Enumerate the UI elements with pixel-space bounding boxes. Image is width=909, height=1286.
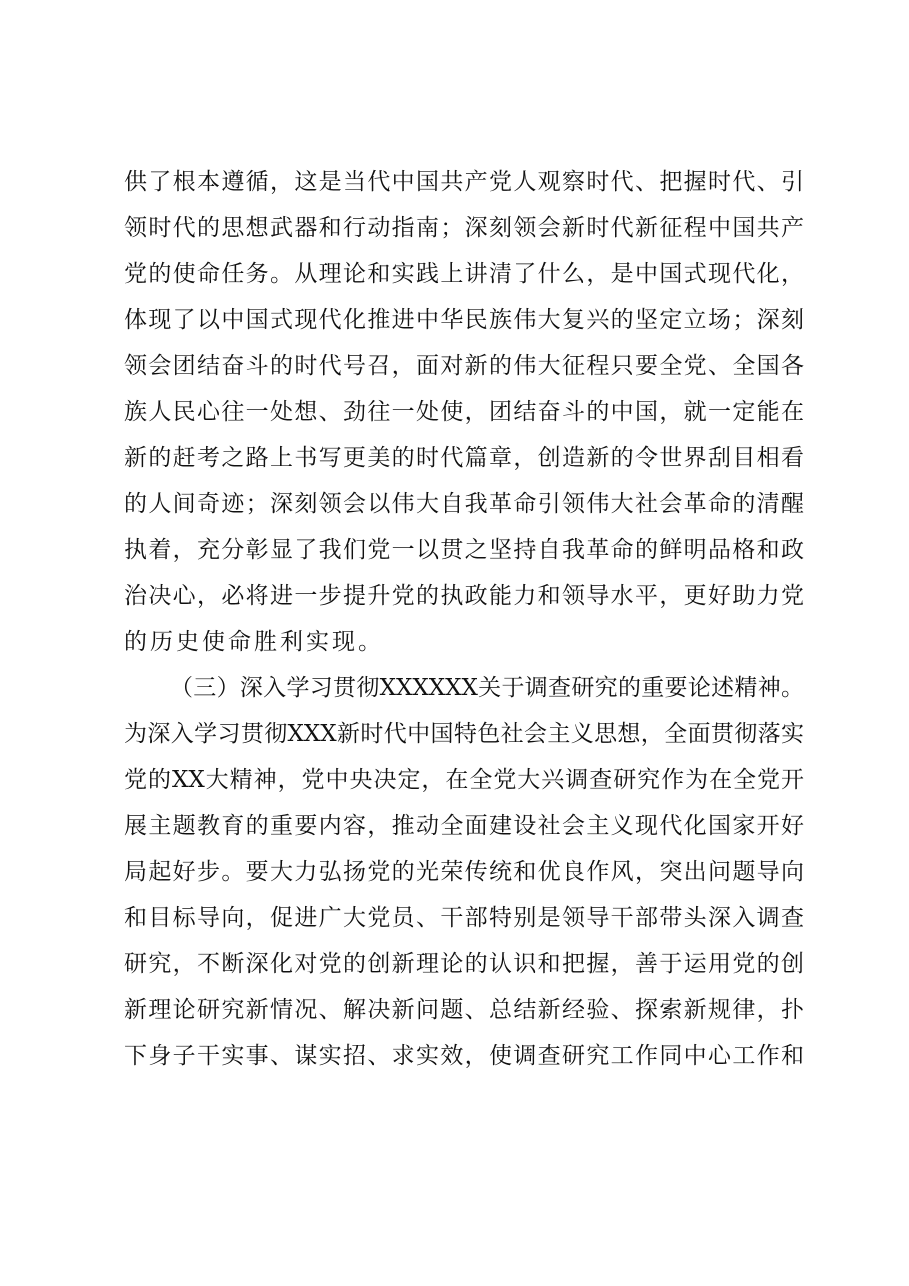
- text-line: 体现了以中国式现代化推进中华民族伟大复兴的坚定立场；深刻: [124, 307, 804, 333]
- text-line: 展主题教育的重要内容，推动全面建设社会主义现代化国家开好: [124, 813, 804, 839]
- text-line: 党的XX大精神，党中央决定，在全党大兴调查研究作为在全党开: [124, 767, 804, 793]
- text-line: 新的赶考之路上书写更美的时代篇章，创造新的令世界刮目相看: [124, 445, 804, 471]
- text-line: 局起好步。要大力弘扬党的光荣传统和优良作风，突出问题导向: [124, 859, 804, 885]
- text-line: 下身子干实事、谋实招、求实效，使调查研究工作同中心工作和: [124, 1043, 804, 1069]
- section-heading: （三）深入学习贯彻XXXXXX关于调查研究的重要论述精神。: [170, 675, 804, 701]
- text-line: 的人间奇迹；深刻领会以伟大自我革命引领伟大社会革命的清醒: [124, 491, 804, 517]
- text-line: 的历史使命胜利实现。: [124, 629, 384, 655]
- text-line: 供了根本遵循，这是当代中国共产党人观察时代、把握时代、引: [124, 169, 804, 195]
- text-line: 党的使命任务。从理论和实践上讲清了什么，是中国式现代化，: [124, 261, 804, 287]
- text-line: 为深入学习贯彻XXX新时代中国特色社会主义思想，全面贯彻落实: [124, 721, 804, 747]
- text-line: 族人民心往一处想、劲往一处使，团结奋斗的中国，就一定能在: [124, 399, 804, 425]
- text-line: 新理论研究新情况、解决新问题、总结新经验、探索新规律，扑: [124, 997, 804, 1023]
- text-line: 和目标导向，促进广大党员、干部特别是领导干部带头深入调查: [124, 905, 804, 931]
- text-line: 领会团结奋斗的时代号召，面对新的伟大征程只要全党、全国各: [124, 353, 804, 379]
- text-line: 治决心，必将进一步提升党的执政能力和领导水平，更好助力党: [124, 583, 804, 609]
- text-line: 研究，不断深化对党的创新理论的认识和把握，善于运用党的创: [124, 951, 804, 977]
- text-line: 领时代的思想武器和行动指南；深刻领会新时代新征程中国共产: [124, 215, 804, 241]
- text-line: 执着，充分彰显了我们党一以贯之坚持自我革命的鲜明品格和政: [124, 537, 804, 563]
